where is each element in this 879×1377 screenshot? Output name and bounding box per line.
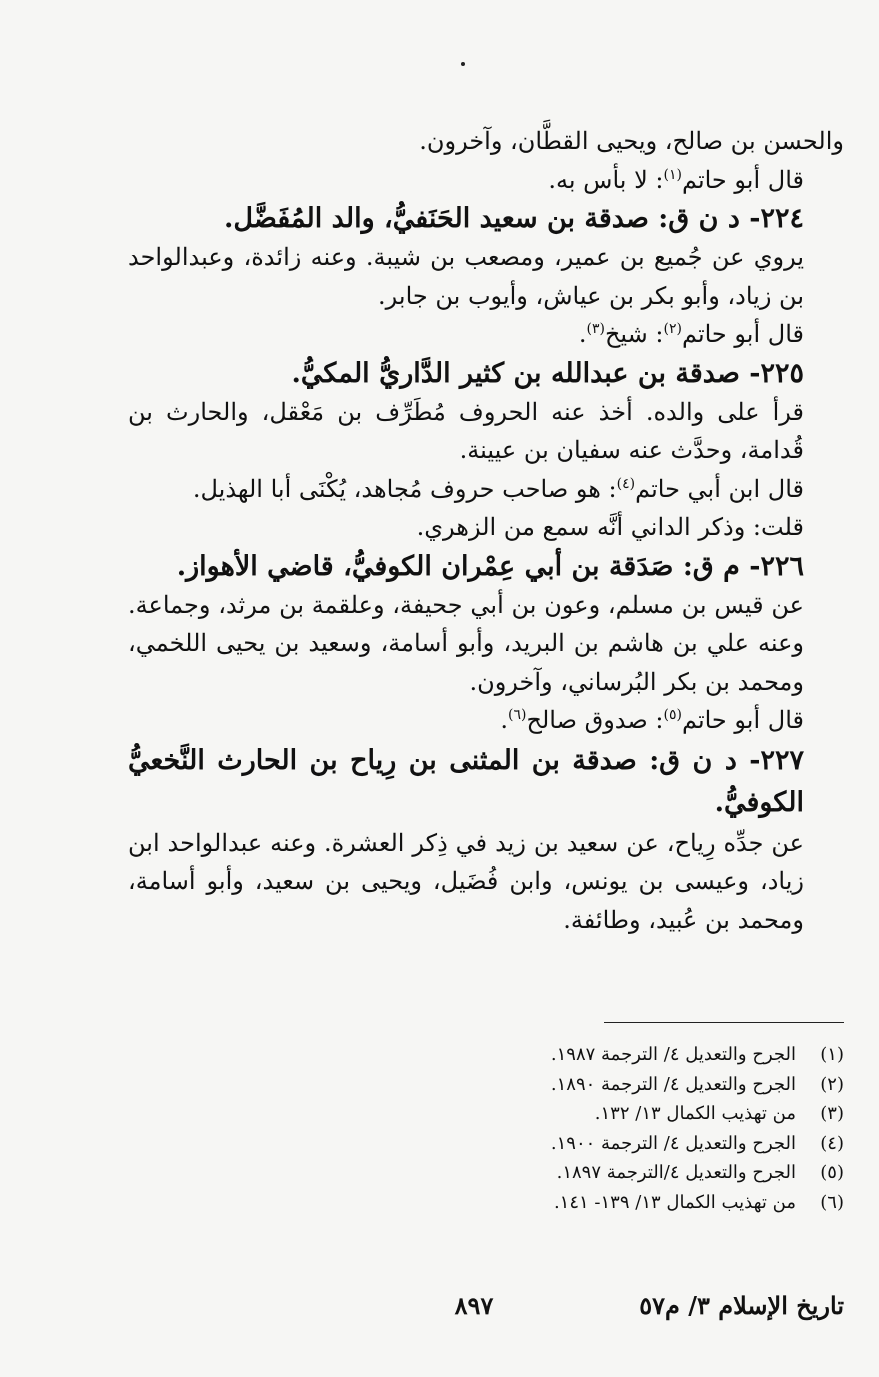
footnote-marker: (٦) [508,707,527,723]
text-span: قال أبو حاتم [681,165,804,194]
entry-paragraph: عن قيس بن مسلم، وعون بن أبي جحيفة، وعلقمة بن مرثد، وجماعة. وعنه علي بن هاشم بن البريد، وأبو أسامة، وسعيد بن يحيى اللخمي، ومحمد بن بكر البُرساني، وآخرون. [128,590,804,696]
footnote-text: من تهذيب الكمال ١٣/ ١٣٢. [594,1103,796,1124]
text-span: والحسن بن صالح، ويحيى القطَّان، وآخرون. [419,127,844,155]
footnote-text: من تهذيب الكمال ١٣/ ١٣٩- ١٤١. [553,1191,796,1213]
text-line [128,161,844,200]
footnote-item [300,1040,844,1070]
text-span: : لا بأس به. [548,165,664,194]
text-line: قلت: وذكر الداني أنَّه سمع من الزهري. [416,513,804,541]
entry-heading-224: ٢٢٤- د ن ق: صدقة بن سعيد الحَنَفيُّ، والد المُفَضَّل. [224,203,804,234]
text-span: : شيخ [604,320,664,348]
footnote-number: (٣) [820,1103,844,1124]
footnote-marker: (٢) [663,321,682,337]
footnote-item [300,1070,844,1100]
text-line [128,315,844,354]
footnote-marker: (٤) [616,475,636,492]
text-span: : هو صاحب حروف مُجاهد، يُكْنَى أبا الهذيل. [192,474,617,503]
text-line [128,470,844,509]
entry-paragraph: يروي عن جُميع بن عمير، ومصعب بن شيبة. وعنه زائدة، وعبدالواحد بن زياد، وأبو بكر بن عياش، وأيوب بن جابر. [128,243,804,310]
text-line [128,701,844,740]
footnote-item [300,1129,844,1159]
footnote-marker: (١) [663,166,682,183]
footnote-separator [604,1022,844,1023]
text-span: : صدوق صالح [526,706,664,734]
main-text [128,122,844,939]
footnote-marker: (٣) [586,321,605,337]
footnote-text: الجرح والتعديل ٤/الترجمة ١٨٩٧. [556,1162,796,1183]
entry-heading-227: ٢٢٧- د ن ق: صدقة بن المثنى بن رِياح بن الحارث النَّخعيُّ الكوفيُّ. [128,744,804,818]
footnote-text: الجرح والتعديل ٤/ الترجمة ١٩٠٠. [550,1132,796,1154]
footnote-text: الجرح والتعديل ٤/ الترجمة ١٨٩٠. [550,1073,796,1095]
footnote-item [300,1158,844,1188]
text-line [128,122,844,161]
entry-paragraph: قرأ على والده. أخذ عنه الحروف مُطَرِّف بن مَعْقل، والحارث بن قُدامة، وحدَّث عنه سفيان بن عيينة. [128,397,804,464]
entry-paragraph: عن جدِّه رِياح، عن سعيد بن زيد في ذِكر العشرة. وعنه عبدالواحد ابن زياد، وعيسى بن يونس، وابن فُضَيل، ويحيى بن سعيد، وأبو أسامة، ومحمد بن عُبيد، وطائفة. [128,828,804,934]
footnote-number: (٦) [820,1191,844,1213]
footnote-marker: (٥) [663,707,682,723]
footnote-number: (٤) [820,1132,844,1154]
footnote-text: الجرح والتعديل ٤/ الترجمة ١٩٨٧. [550,1044,796,1065]
text-span: . [578,320,587,348]
entry-heading-226: ٢٢٦- م ق: صَدَقة بن أبي عِمْران الكوفيُّ، قاضي الأهواز. [176,550,804,582]
footnotes [300,1040,844,1217]
entry-heading-225: ٢٢٥- صدقة بن عبدالله بن كثير الدَّاريُّ المكيُّ. [291,357,804,389]
footnote-item [300,1099,844,1129]
page-dot-mark [461,62,465,66]
footnote-item [300,1188,844,1218]
text-span: قال أبو حاتم [681,320,804,348]
text-span: قال ابن أبي حاتم [635,474,804,503]
text-span: . [500,706,508,734]
running-footer-title: تاريخ الإسلام ٣/ م٥٧ [639,1291,844,1320]
page-number: ٨٩٧ [454,1291,494,1320]
footnote-number: (١) [820,1044,844,1065]
footnote-number: (٥) [820,1162,844,1183]
footnote-number: (٢) [820,1073,844,1095]
text-span: قال أبو حاتم [681,706,804,734]
